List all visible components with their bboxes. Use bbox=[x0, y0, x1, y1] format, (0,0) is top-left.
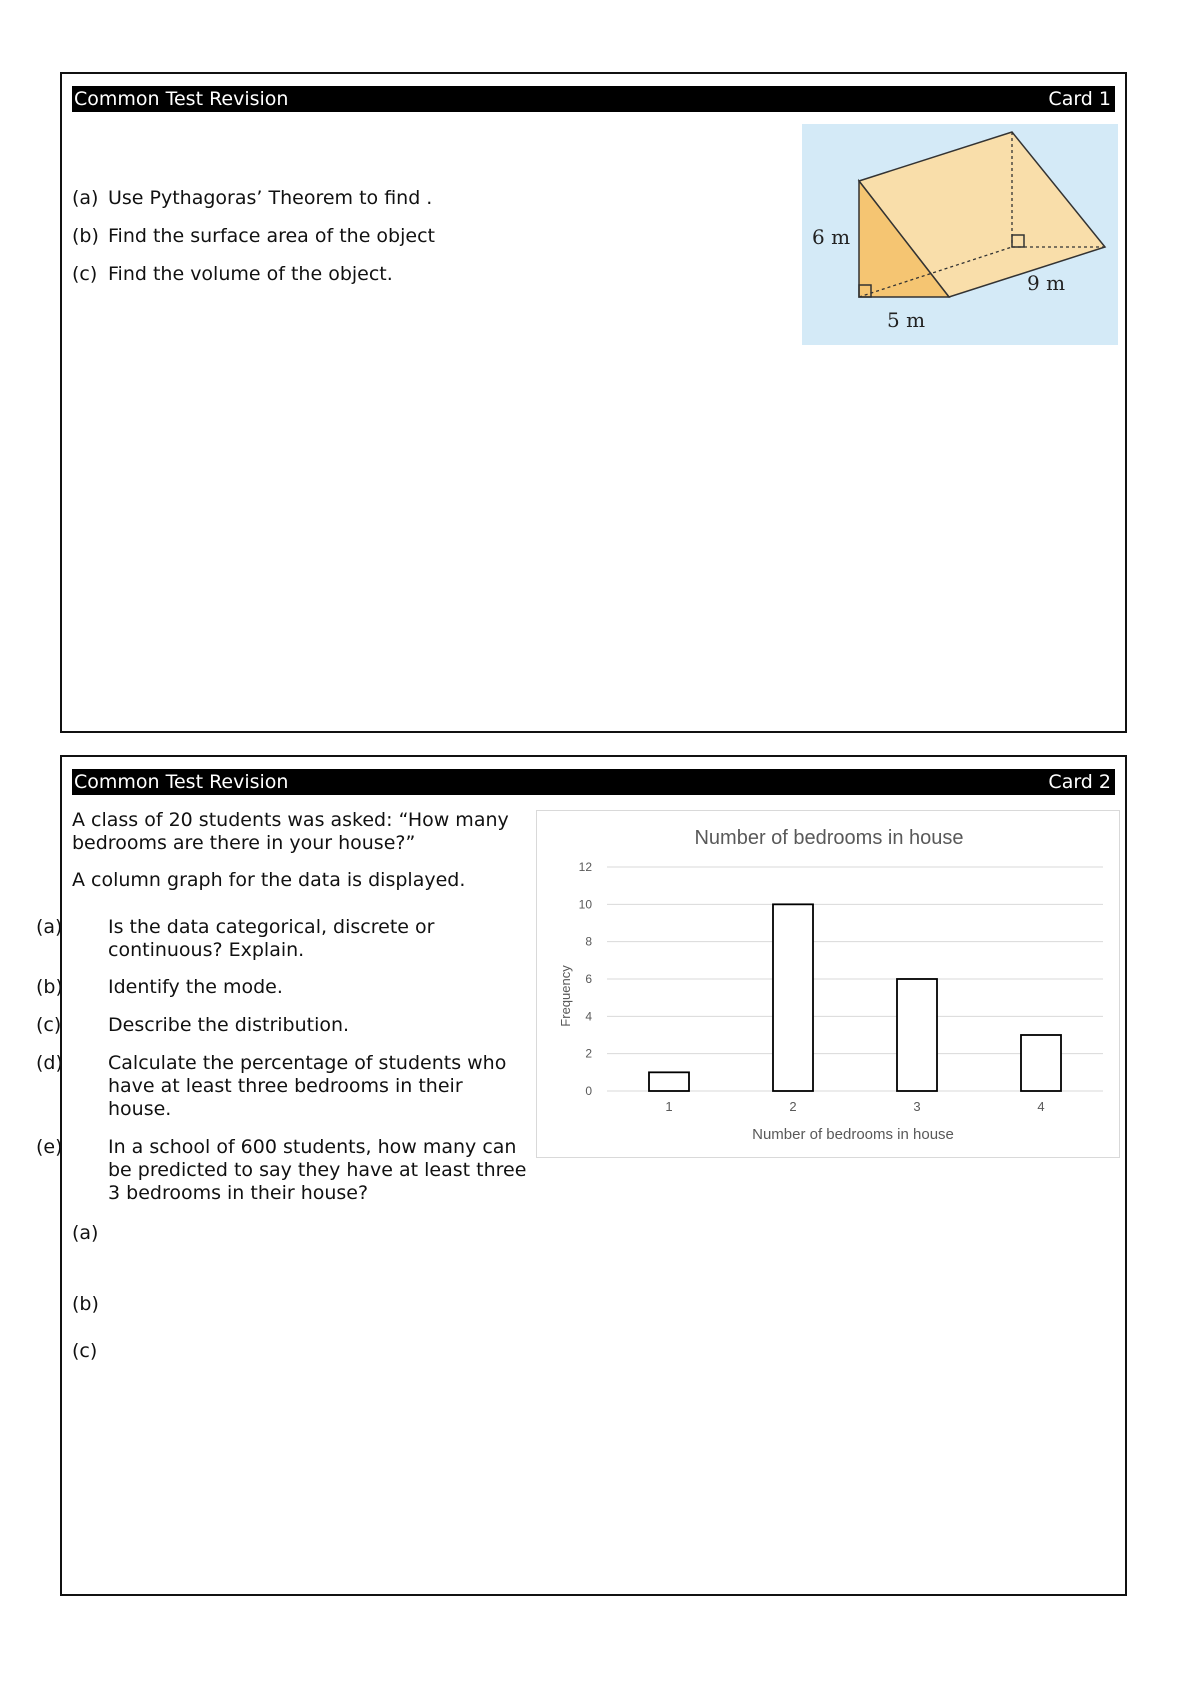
card-2 bbox=[36, 755, 1127, 1596]
answer-a-label: (a) bbox=[72, 1222, 99, 1244]
height-label: 6 m bbox=[812, 225, 851, 249]
question-d bbox=[36, 1052, 518, 1121]
x-tick-label: 2 bbox=[789, 1099, 797, 1114]
question-text: Identify the mode. bbox=[108, 976, 283, 998]
card-header bbox=[72, 86, 1115, 112]
card-header-title: Common Test Revision bbox=[74, 771, 289, 793]
question-c bbox=[36, 1014, 518, 1037]
bar-1 bbox=[649, 1072, 689, 1091]
question-e bbox=[36, 1136, 528, 1205]
length-label: 9 m bbox=[1027, 271, 1066, 295]
question-label: (b) bbox=[72, 225, 99, 247]
y-tick-label: 12 bbox=[578, 860, 592, 874]
question-text: Is the data categorical, discrete or continuous? Explain. bbox=[108, 916, 435, 961]
bar-2 bbox=[773, 904, 813, 1091]
card-1 bbox=[60, 72, 1127, 733]
question-label: (a) bbox=[72, 187, 99, 209]
x-tick-label: 1 bbox=[665, 1099, 673, 1114]
y-tick-label: 10 bbox=[578, 897, 592, 912]
question-text: Describe the distribution. bbox=[108, 1014, 350, 1036]
chart-canvas bbox=[537, 811, 1121, 1159]
question-label: (c) bbox=[36, 1014, 62, 1036]
intro-graph-note: A column graph for the data is displayed. bbox=[72, 869, 466, 891]
question-text: In a school of 600 students, how many can be predicted to say they have at least three 3 bedrooms in their house? bbox=[108, 1136, 527, 1204]
question-b bbox=[36, 976, 518, 999]
bar-4 bbox=[1021, 1035, 1061, 1091]
y-tick-label: 2 bbox=[585, 1046, 592, 1061]
x-tick-label: 3 bbox=[913, 1099, 921, 1114]
question-b bbox=[72, 225, 435, 248]
x-tick-label: 4 bbox=[1037, 1099, 1045, 1114]
bedrooms-column-chart bbox=[536, 810, 1120, 1158]
y-tick-label: 0 bbox=[585, 1084, 592, 1098]
answer-c-label: (c) bbox=[72, 1340, 98, 1362]
question-text: Use Pythagoras’ Theorem to find . bbox=[108, 187, 433, 209]
question-label: (e) bbox=[36, 1136, 63, 1158]
intro-question: A class of 20 students was asked: “How many bedrooms are there in your house?” bbox=[72, 809, 509, 854]
question-a bbox=[72, 187, 432, 210]
chart-title: Number of bedrooms in house bbox=[694, 827, 964, 849]
question-label: (d) bbox=[36, 1052, 63, 1074]
y-tick-label: 6 bbox=[585, 972, 592, 986]
triangular-prism-diagram bbox=[802, 124, 1118, 345]
question-label: (b) bbox=[36, 976, 63, 998]
question-label: (c) bbox=[72, 263, 98, 285]
base-label: 5 m bbox=[887, 308, 926, 332]
x-axis-label: Number of bedrooms in house bbox=[752, 1126, 954, 1143]
card-header-title: Common Test Revision bbox=[74, 88, 289, 110]
card-header bbox=[72, 769, 1115, 795]
y-tick-label: 4 bbox=[585, 1009, 592, 1024]
question-text: Find the surface area of the object bbox=[108, 225, 435, 247]
card-number: Card 2 bbox=[1048, 771, 1111, 793]
question-text: Calculate the percentage of students who have at least three bedrooms in their house. bbox=[108, 1052, 507, 1120]
question-label: (a) bbox=[36, 916, 63, 938]
card-number: Card 1 bbox=[1048, 88, 1111, 110]
question-c bbox=[72, 263, 393, 286]
y-axis-label: Frequency bbox=[558, 965, 573, 1027]
answer-b-label: (b) bbox=[72, 1293, 99, 1315]
bar-3 bbox=[897, 979, 937, 1091]
y-tick-label: 8 bbox=[585, 934, 592, 949]
question-text: Find the volume of the object. bbox=[108, 263, 393, 285]
question-a bbox=[36, 916, 518, 962]
